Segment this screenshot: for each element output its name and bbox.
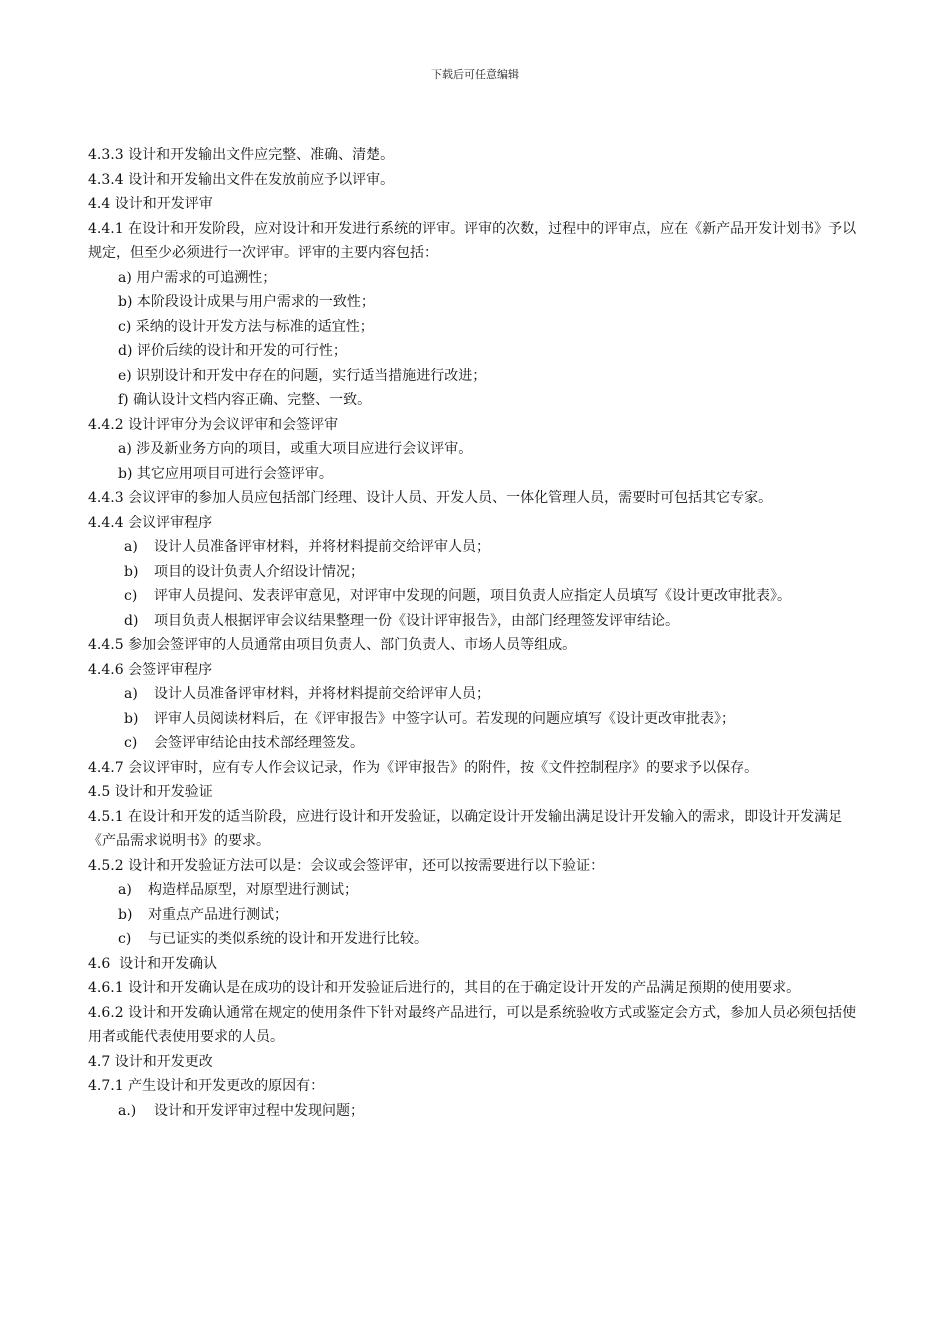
list-text: 设计和开发评审过程中发现问题； — [154, 1102, 364, 1119]
list-marker: b) — [124, 710, 139, 727]
section-4-7-heading: 4.7 设计和开发更改 — [88, 1053, 213, 1070]
clause-4-6-1: 4.6.1 设计和开发确认是在成功的设计和开发验证后进行的，其目的在于确定设计开发的产品满足预期的使用要求。 — [88, 980, 801, 996]
list-marker: a) — [124, 686, 138, 702]
clause-4-7-1: 4.7.1 产生设计和开发更改的原因有： — [88, 1078, 325, 1094]
list-marker: a) — [124, 539, 138, 555]
list-marker: a.) — [118, 1102, 137, 1119]
list-text: 项目负责人根据评审会议结果整理一份《设计评审报告》，由部门经理签发评审结论。 — [154, 612, 679, 629]
list-text: 评审人员提问、发表评审意见，对评审中发现的问题，项目负责人应指定人员填写《设计更改审批表》。 — [154, 588, 791, 604]
clause-4-6-2: 4.6.2 设计和开发确认通常在规定的使用条件下针对最终产品进行，可以是系统验收方式或鉴定会方式，参加人员必须包括使用者或能代表使用要求的人员。 — [88, 1004, 857, 1045]
countersign-step — [88, 731, 863, 756]
clause-4-4-6: 4.4.6 会签评审程序 — [88, 661, 213, 678]
meeting-step — [88, 535, 863, 560]
review-item-a: a) 用户需求的可追溯性； — [118, 269, 277, 286]
list-text: 会签评审结论由技术部经理签发。 — [154, 735, 364, 751]
meeting-step — [88, 560, 863, 585]
list-marker: c) — [124, 588, 138, 604]
list-marker: c) — [124, 735, 138, 751]
countersign-step — [88, 707, 863, 732]
change-reason — [88, 1099, 863, 1124]
verification-method — [88, 903, 863, 928]
list-text: 与已证实的类似系统的设计和开发进行比较。 — [148, 931, 428, 947]
clause-4-3-4: 4.3.4 设计和开发输出文件在发放前应予以评审。 — [88, 171, 395, 188]
clause-4-4-7: 4.4.7 会议评审时，应有专人作会议记录，作为《评审报告》的附件，按《文件控制程序》的要求予以保存。 — [88, 759, 759, 776]
list-marker: b) — [118, 906, 133, 923]
review-type-a: a) 涉及新业务方向的项目，或重大项目应进行会议评审。 — [118, 441, 473, 457]
section-4-4-heading: 4.4 设计和开发评审 — [88, 196, 213, 212]
review-item-c: c) 采纳的设计开发方法与标准的适宜性； — [118, 318, 374, 335]
clause-4-4-2: 4.4.2 设计评审分为会议评审和会签评审 — [88, 416, 339, 433]
list-text: 设计人员准备评审材料，并将材料提前交给评审人员； — [154, 539, 490, 555]
list-text: 对重点产品进行测试； — [148, 906, 288, 923]
review-item-e: e) 识别设计和开发中存在的问题，实行适当措施进行改进； — [118, 367, 487, 384]
meeting-step — [88, 584, 863, 609]
section-4-5-heading: 4.5 设计和开发验证 — [88, 784, 213, 800]
clause-4-5-2: 4.5.2 设计和开发验证方法可以是：会议或会签评审，还可以按需要进行以下验证： — [88, 857, 605, 874]
clause-4-3-3: 4.3.3 设计和开发输出文件应完整、准确、清楚。 — [88, 147, 395, 163]
review-item-b: b) 本阶段设计成果与用户需求的一致性； — [118, 294, 375, 310]
clause-4-4-4: 4.4.4 会议评审程序 — [88, 514, 213, 531]
clause-4-4-3: 4.4.3 会议评审的参加人员应包括部门经理、设计人员、开发人员、一体化管理人员，需要时可包括其它专家。 — [88, 490, 773, 506]
page-header: 下载后可任意编辑 — [431, 68, 519, 81]
list-text: 项目的设计负责人介绍设计情况； — [154, 563, 364, 580]
list-text: 设计人员准备评审材料，并将材料提前交给评审人员； — [154, 686, 490, 702]
list-marker: b) — [124, 563, 139, 580]
countersign-step — [88, 682, 863, 707]
list-marker: d) — [124, 612, 139, 629]
list-text: 评审人员阅读材料后，在《评审报告》中签字认可。若发现的问题应填写《设计更改审批表》； — [154, 710, 735, 727]
section-4-6-heading: 4.6 设计和开发确认 — [88, 955, 218, 972]
review-item-f: f) 确认设计文档内容正确、完整、一致。 — [118, 392, 372, 408]
meeting-step — [88, 609, 863, 634]
verification-method — [88, 878, 863, 903]
clause-4-5-1: 4.5.1 在设计和开发的适当阶段，应进行设计和开发验证，以确定设计开发输出满足设计开发输入的需求，即设计开发满足《产品需求说明书》的要求。 — [88, 808, 843, 849]
verification-method — [88, 927, 863, 952]
document-body — [88, 143, 863, 1123]
list-marker: a) — [118, 882, 132, 898]
clause-4-4-5: 4.4.5 参加会签评审的人员通常由项目负责人、部门负责人、市场人员等组成。 — [88, 637, 577, 653]
list-marker: c) — [118, 931, 132, 947]
review-type-b: b) 其它应用项目可进行会签评审。 — [118, 465, 333, 482]
list-text: 构造样品原型，对原型进行测试； — [148, 882, 358, 898]
clause-4-4-1: 4.4.1 在设计和开发阶段，应对设计和开发进行系统的评审。评审的次数，过程中的评审点，应在《新产品开发计划书》予以规定，但至少必须进行一次评审。评审的主要内容包括： — [88, 220, 857, 261]
review-item-d: d) 评价后续的设计和开发的可行性； — [118, 343, 347, 359]
